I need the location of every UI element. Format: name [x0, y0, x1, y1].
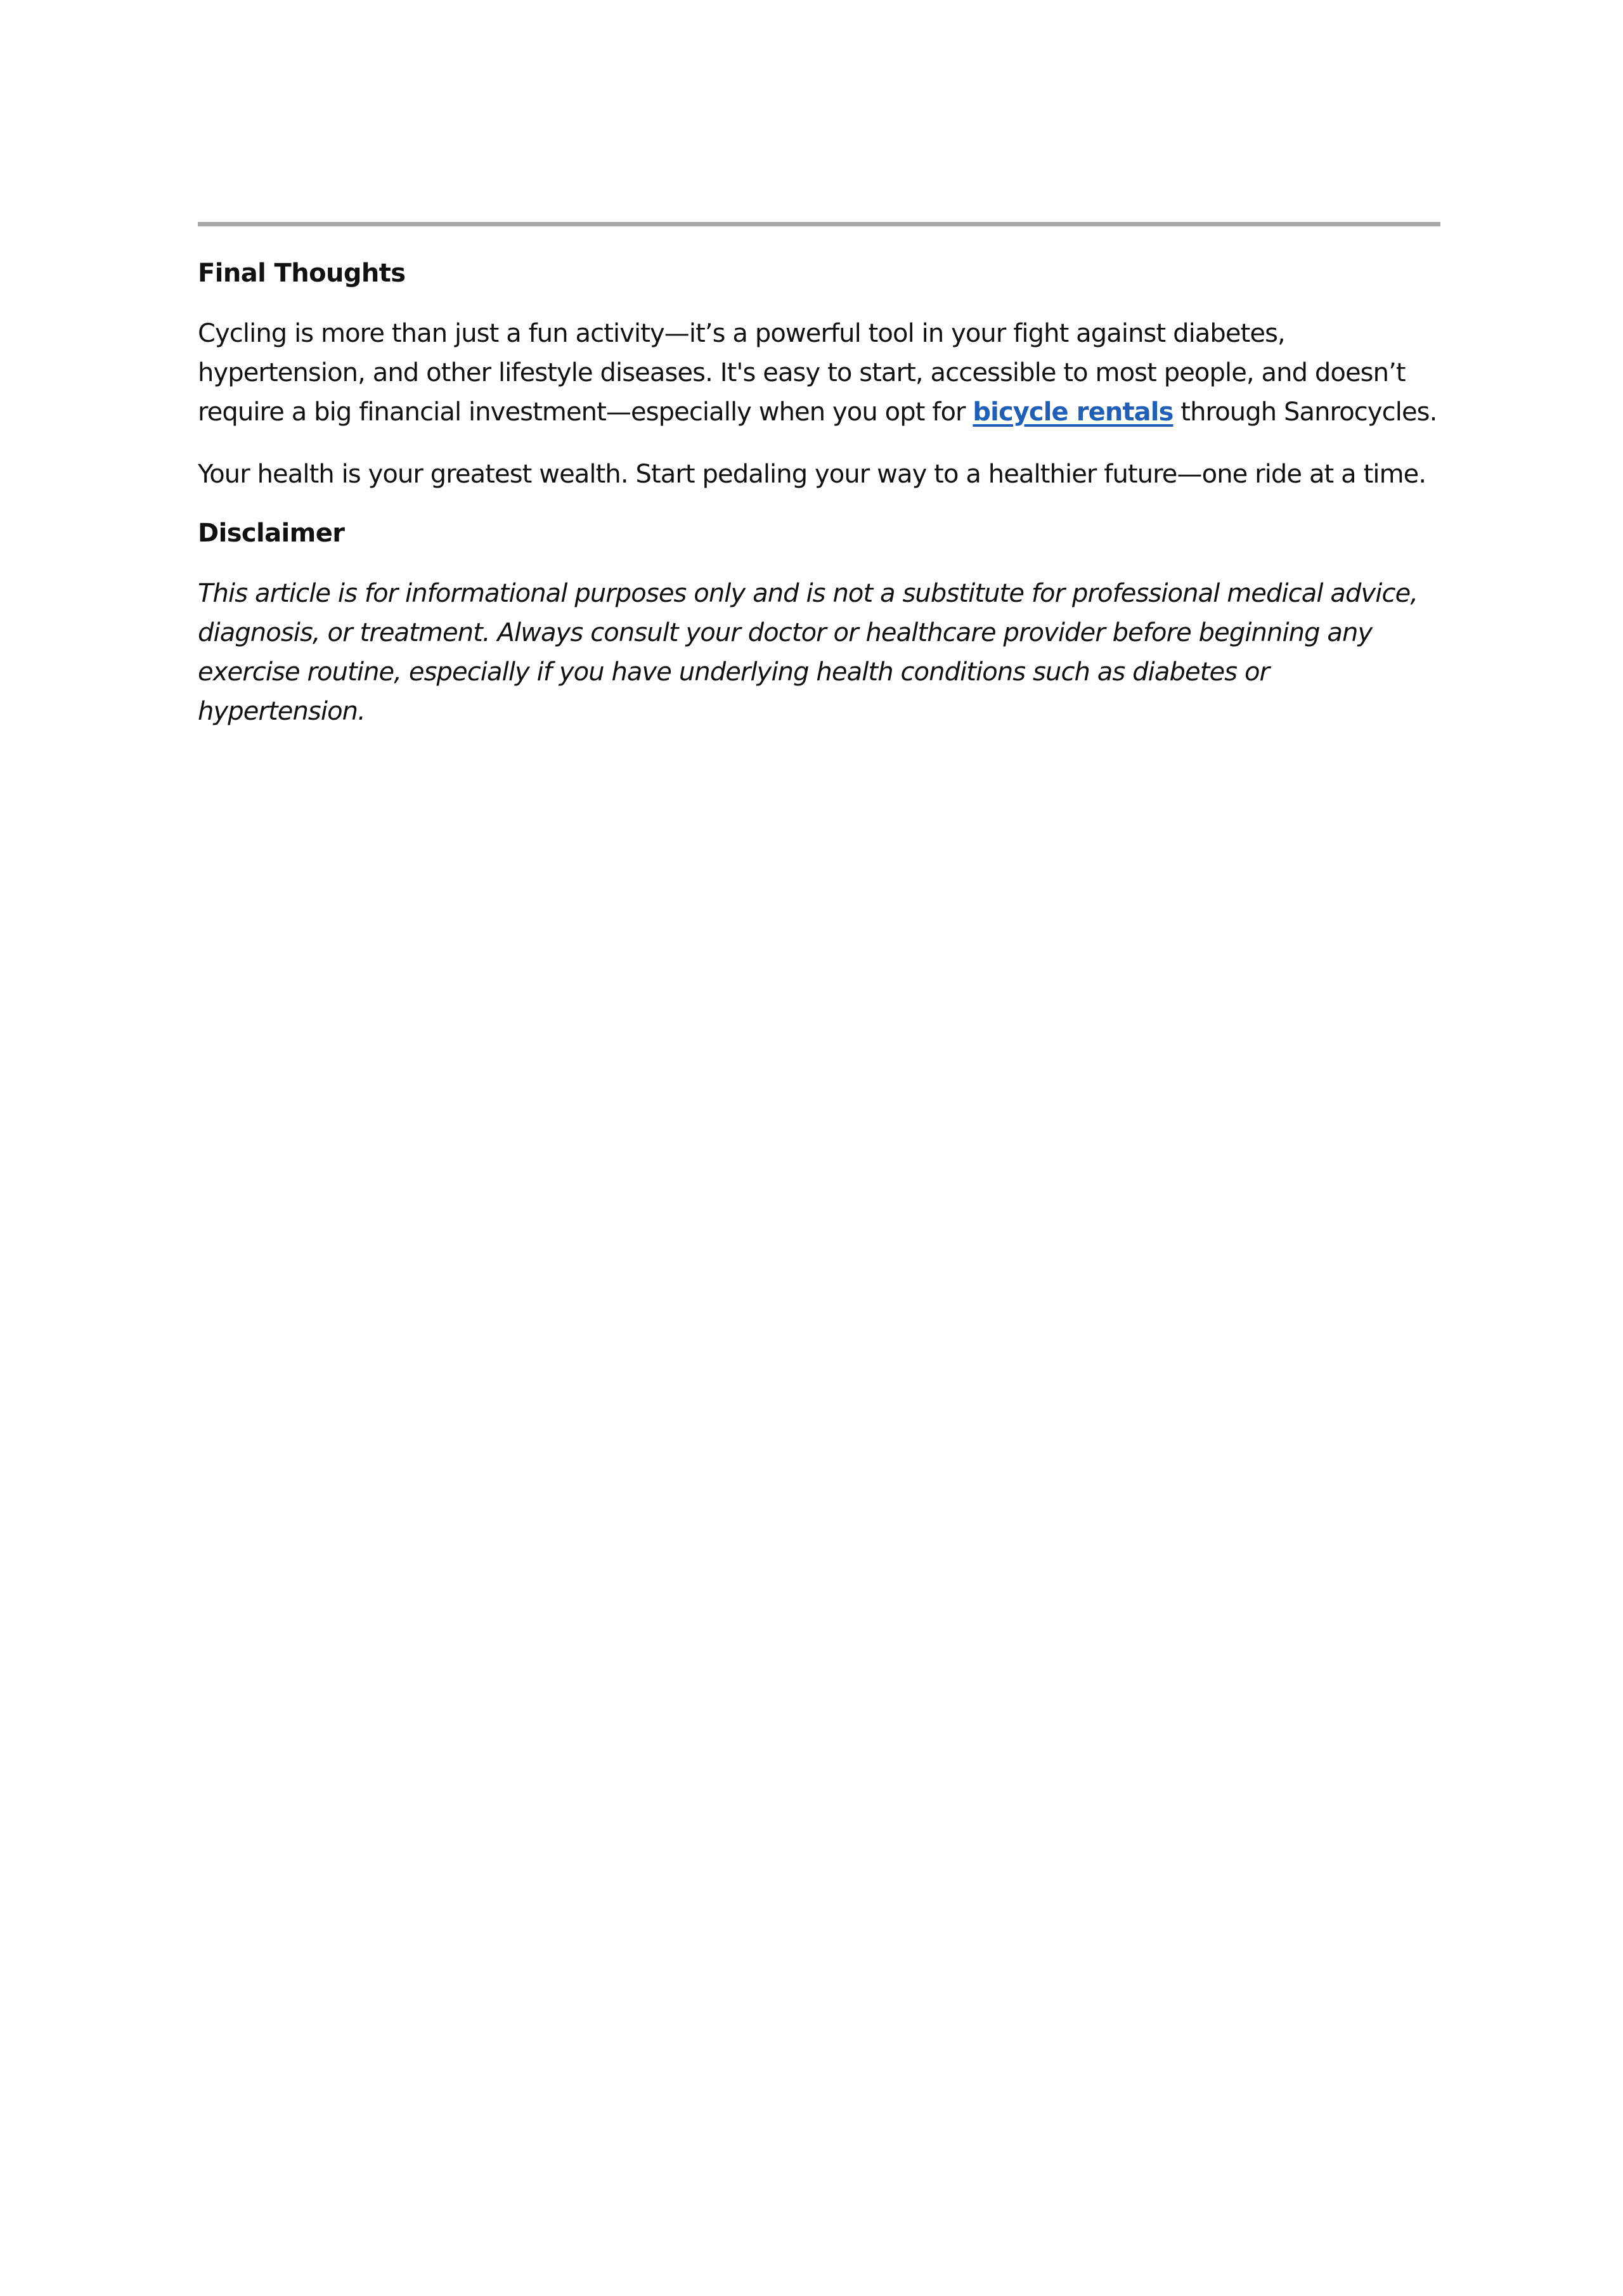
bicycle-rentals-link[interactable]: bicycle rentals — [973, 398, 1174, 427]
disclaimer-text: This article is for informational purposes only and is not a substitute for professional medical advice, diagnosis, or treatment. Always consult your doctor or healthcare provider before beginning any exercise routine, especially if you have underlying health conditions such as diabetes or hypertension. — [198, 579, 1418, 726]
final-thoughts-heading: Final Thoughts — [198, 259, 406, 288]
horizontal-rule — [198, 222, 1440, 226]
health-wealth-paragraph: Your health is your greatest wealth. Start pedaling your way to a healthier future—one ride at a time. — [198, 460, 1426, 489]
article-content — [198, 222, 1440, 754]
final-thoughts-paragraph — [198, 314, 1440, 432]
disclaimer-heading: Disclaimer — [198, 519, 345, 548]
paragraph-text-after-link: through Sanrocycles. — [1173, 398, 1437, 427]
paragraph-text-before-link: Cycling is more than just a fun activity—it’s a powerful tool in your fight against diabetes, hypertension, and other lifestyle diseases. It's easy to start, accessible to most people, and doesn’t require a big financial investment—especially when you opt for — [198, 319, 1406, 427]
